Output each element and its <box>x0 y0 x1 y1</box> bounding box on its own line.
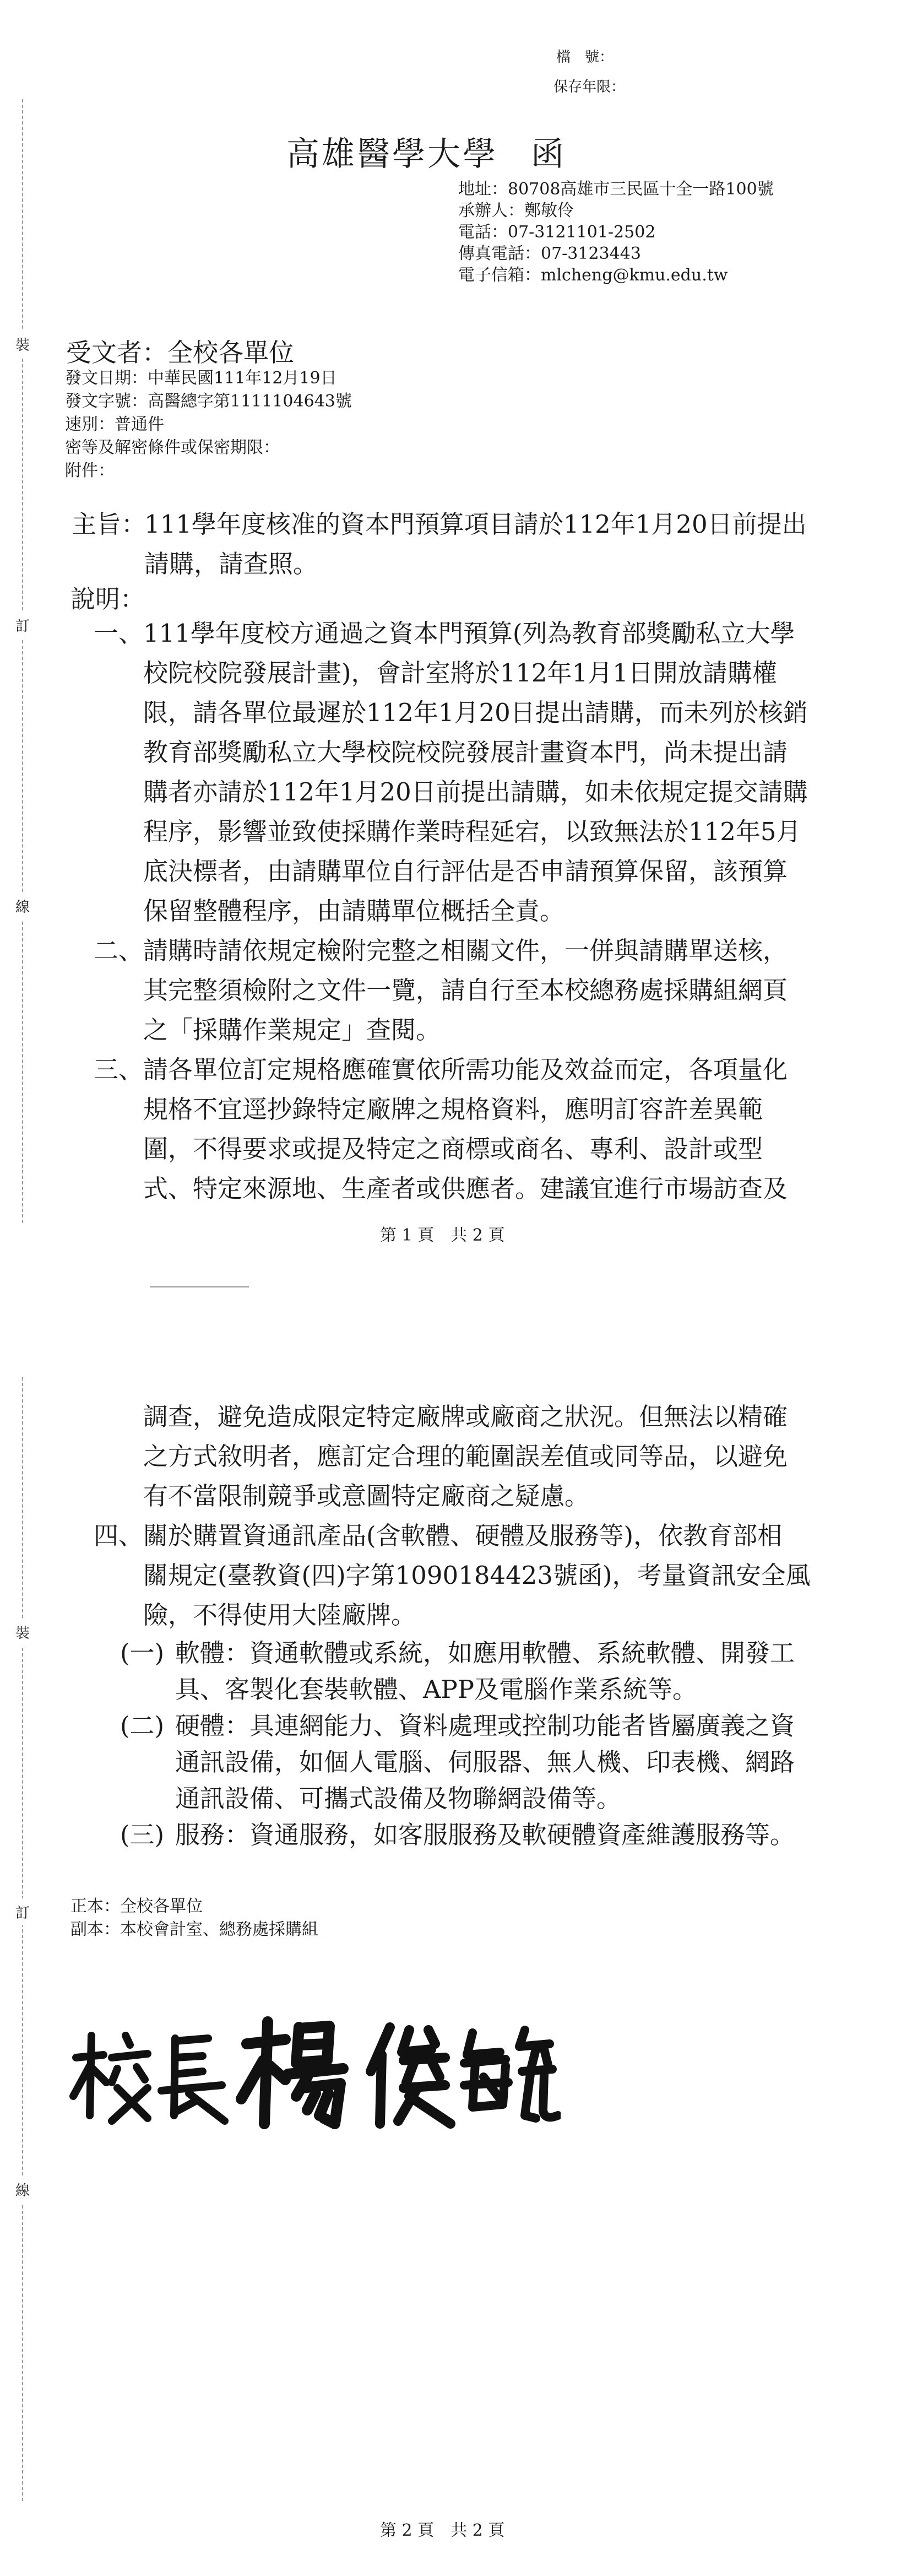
page-divider <box>150 1286 249 1287</box>
contact-block <box>458 178 774 286</box>
subject-text <box>144 505 807 584</box>
meta-block <box>65 367 352 483</box>
binding-line-page2 <box>22 1377 23 2501</box>
title-org: 高雄醫學大學 <box>286 135 498 174</box>
subitem-number: (二) <box>120 1711 165 1740</box>
contact-address: 地址：80708高雄市三民區十全一路100號 <box>458 180 774 199</box>
item-line: 請各單位訂定規格應確實依所需功能及效益而定，各項量化 <box>143 1055 788 1084</box>
meta-date: 發文日期：中華民國111年12月19日 <box>65 369 337 388</box>
item-line: 購者亦請於112年1月20日前提出請購，如未依規定提交請購 <box>143 777 808 807</box>
retention-label: 保存年限： <box>553 79 626 95</box>
explain-label: 說明： <box>70 585 145 614</box>
principal-signature <box>65 2005 561 2132</box>
continuation-line: 之方式敘明者，應訂定合理的範圍誤差值或同等品，以避免 <box>143 1442 788 1471</box>
meta-speed: 速別：普通件 <box>65 415 164 434</box>
continuation-line: 有不當限制競爭或意圖特定廠商之疑慮。 <box>143 1481 590 1511</box>
item-text <box>143 1050 788 1209</box>
binding-mark-xian: 線 <box>15 892 30 919</box>
item-line: 其完整須檢附之文件一覽，請自行至本校總務處採購組網頁 <box>143 976 788 1005</box>
item-line: 底決標者，由請購單位自行評估是否申請預算保留，該預算 <box>143 857 788 886</box>
subitem-number: (三) <box>120 1820 165 1849</box>
continuation-line: 調查，避免造成限定特定廠牌或廠商之狀況。但無法以精確 <box>143 1402 788 1431</box>
item-line: 式、特定來源地、生產者或供應者。建議宜進行市場訪查及 <box>143 1174 788 1203</box>
meta-attachment: 附件： <box>65 461 115 480</box>
document-title <box>286 128 566 175</box>
page-footer-1: 第 1 頁 共 2 頁 <box>380 1226 505 1245</box>
copies-cc: 副本：本校會計室、總務處採購組 <box>70 1920 318 1939</box>
signature-image <box>65 2005 561 2132</box>
item-text <box>143 1516 811 1635</box>
item-line: 關於購置資通訊產品(含軟體、硬體及服務等)，依教育部相 <box>143 1521 783 1550</box>
recipient: 受文者：全校各單位 <box>66 338 294 367</box>
copies-original: 正本：全校各單位 <box>70 1897 203 1916</box>
binding-mark-zhuang: 裝 <box>15 1619 30 1646</box>
binding-mark-ding: 訂 <box>15 1898 30 1925</box>
subject-line: 111學年度核准的資本門預算項目請於112年1月20日前提出 <box>144 510 807 539</box>
item-line: 111學年度校方通過之資本門預算(列為教育部獎勵私立大學 <box>143 619 795 648</box>
item-number: 一、 <box>94 619 144 648</box>
item-line: 規格不宜逕抄錄特定廠牌之規格資料，應明訂容許差異範 <box>143 1095 763 1124</box>
contact-officer: 承辦人：鄭敏伶 <box>458 201 574 220</box>
binding-line-page1 <box>22 99 23 1223</box>
item-line: 保留整體程序，由請購單位概括全責。 <box>143 896 565 926</box>
subitem-line: 服務：資通服務，如客服服務及軟硬體資產維護服務等。 <box>175 1820 795 1849</box>
subitem-text <box>175 1635 795 1708</box>
binding-mark-zhuang: 裝 <box>15 331 30 358</box>
item-line: 之「採購作業規定」查閱。 <box>143 1015 441 1045</box>
page-footer-2: 第 2 頁 共 2 頁 <box>380 2521 505 2540</box>
item-number: 三、 <box>94 1055 144 1084</box>
meta-doc-number: 發文字號：高醫總字第1111104643號 <box>65 392 352 411</box>
copies-block <box>70 1895 318 1941</box>
item-text <box>143 614 808 931</box>
continuation-text <box>143 1397 788 1516</box>
contact-email: 電子信箱：mlcheng@kmu.edu.tw <box>458 266 728 285</box>
item-line: 限，請各單位最遲於112年1月20日提出請購，而未列於核銷 <box>143 698 808 727</box>
subitem-line: 具、客製化套裝軟體、APP及電腦作業系統等。 <box>175 1675 698 1704</box>
item-line: 校院校院發展計畫)，會計室將於112年1月1日開放請購權 <box>143 658 777 688</box>
item-line: 程序，影響並致使採購作業時程延宕，以致無法於112年5月 <box>143 817 801 846</box>
title-type: 函 <box>531 135 566 174</box>
contact-phone: 電話：07-3121101-2502 <box>458 223 656 242</box>
binding-mark-xian: 線 <box>15 2176 30 2203</box>
subject-label: 主旨： <box>72 510 146 539</box>
item-text <box>143 931 788 1050</box>
subitem-line: 軟體：資通軟體或系統，如應用軟體、系統軟體、開發工 <box>175 1638 795 1668</box>
meta-secrecy: 密等及解密條件或保密期限： <box>65 438 280 457</box>
item-number: 二、 <box>94 936 144 965</box>
item-number: 四、 <box>94 1521 144 1550</box>
item-line: 請購時請依規定檢附完整之相關文件，一併與請購單送核， <box>143 936 788 965</box>
contact-fax: 傳真電話：07-3123443 <box>458 244 641 263</box>
subject-line: 請購，請查照。 <box>144 549 318 578</box>
subitem-line: 硬體：具連網能力、資料處理或控制功能者皆屬廣義之資 <box>175 1711 795 1740</box>
item-line: 教育部獎勵私立大學校院校院發展計畫資本門，尚未提出請 <box>143 738 788 767</box>
item-line: 圍，不得要求或提及特定之商標或商名、專利、設計或型 <box>143 1134 763 1163</box>
subitem-text <box>175 1817 795 1853</box>
file-number-label: 檔 號： <box>556 49 614 66</box>
subitem-line: 通訊設備、可攜式設備及物聯網設備等。 <box>175 1784 622 1813</box>
item-line: 關規定(臺教資(四)字第1090184423號函)，考量資訊安全風 <box>143 1561 811 1590</box>
subitem-number: (一) <box>120 1638 165 1668</box>
binding-mark-ding: 訂 <box>15 611 30 638</box>
subitem-text <box>175 1708 795 1817</box>
subitem-line: 通訊設備，如個人電腦、伺服器、無人機、印表機、網路 <box>175 1747 795 1777</box>
item-line: 險，不得使用大陸廠牌。 <box>143 1600 416 1630</box>
